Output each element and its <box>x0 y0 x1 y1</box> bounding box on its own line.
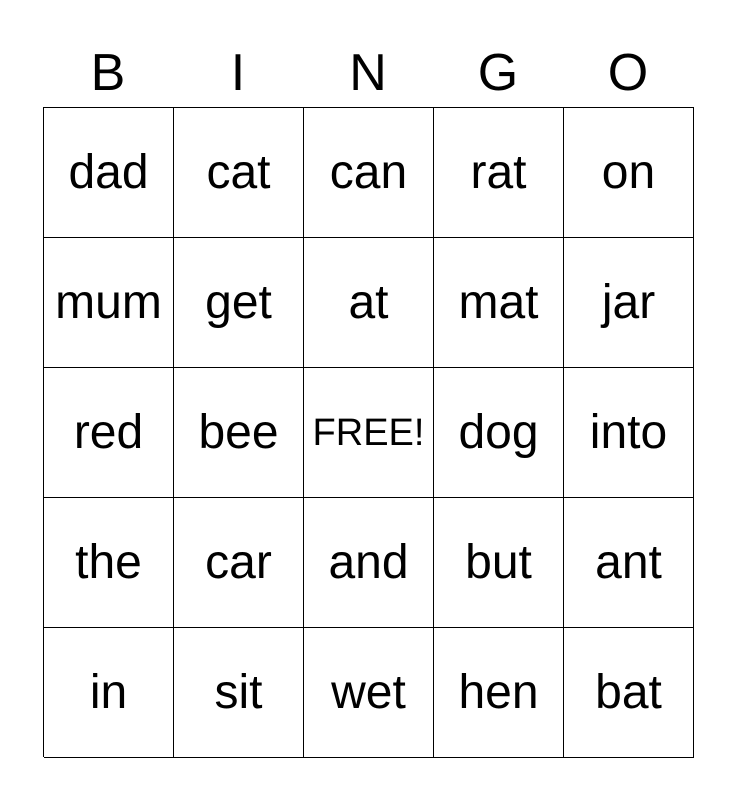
bingo-cell[interactable]: on <box>564 108 694 238</box>
bingo-cell[interactable]: rat <box>434 108 564 238</box>
free-space-cell[interactable]: FREE! <box>304 368 434 498</box>
bingo-cell[interactable]: red <box>44 368 174 498</box>
header-letter-b: B <box>90 44 126 102</box>
bingo-header <box>43 38 693 108</box>
bingo-cell[interactable]: wet <box>304 628 434 758</box>
bingo-card-grid <box>43 107 694 757</box>
bingo-cell[interactable]: dad <box>44 108 174 238</box>
bingo-cell[interactable]: car <box>174 498 304 628</box>
header-letter-o: O <box>607 44 649 102</box>
bingo-cell[interactable]: sit <box>174 628 304 758</box>
bingo-cell[interactable]: mat <box>434 238 564 368</box>
bingo-cell[interactable]: hen <box>434 628 564 758</box>
bingo-cell[interactable]: dog <box>434 368 564 498</box>
bingo-cell[interactable]: at <box>304 238 434 368</box>
bingo-cell[interactable]: bat <box>564 628 694 758</box>
bingo-cell[interactable]: cat <box>174 108 304 238</box>
bingo-cell[interactable]: jar <box>564 238 694 368</box>
bingo-cell[interactable]: ant <box>564 498 694 628</box>
bingo-cell[interactable]: can <box>304 108 434 238</box>
header-letter-n: N <box>349 44 387 102</box>
bingo-cell[interactable]: bee <box>174 368 304 498</box>
bingo-cell[interactable]: in <box>44 628 174 758</box>
bingo-cell[interactable]: but <box>434 498 564 628</box>
bingo-cell[interactable]: get <box>174 238 304 368</box>
bingo-cell[interactable]: into <box>564 368 694 498</box>
bingo-cell[interactable]: and <box>304 498 434 628</box>
header-letter-i: I <box>230 44 246 102</box>
header-letter-g: G <box>477 44 519 102</box>
bingo-cell[interactable]: the <box>44 498 174 628</box>
bingo-cell[interactable]: mum <box>44 238 174 368</box>
